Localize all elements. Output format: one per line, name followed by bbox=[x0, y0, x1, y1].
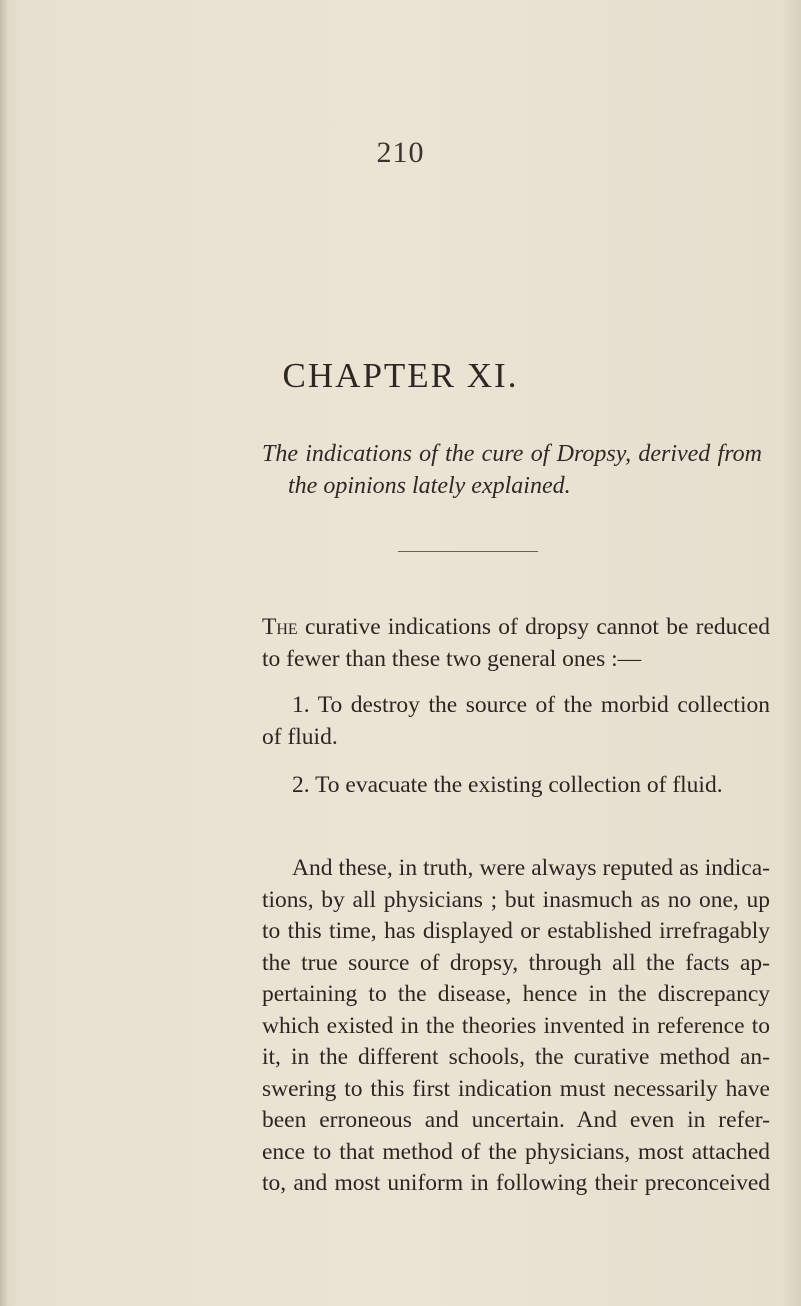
paragraph-line: swering to this first indication must necessarily have bbox=[262, 1075, 770, 1102]
section-divider bbox=[398, 551, 538, 552]
paragraph-line: to fewer than these two general ones :— bbox=[262, 645, 642, 672]
paragraph-line: it, in the different schools, the curative method an- bbox=[262, 1044, 770, 1070]
paragraph-line: pertaining to the disease, hence in the discrepancy bbox=[262, 981, 770, 1007]
paragraph-line: 2. To evacuate the existing collection of fluid. bbox=[292, 772, 723, 798]
subtitle-line: the opinions lately explained. bbox=[288, 473, 571, 499]
page-gutter-shadow bbox=[0, 0, 8, 1306]
paragraph-line: to, and most uniform in following their preconceived bbox=[262, 1170, 770, 1196]
paragraph-line: which existed in the theories invented in reference to bbox=[262, 1012, 770, 1039]
paragraph-line: the true source of dropsy, through all the facts ap- bbox=[262, 949, 770, 976]
paragraph-item-2 bbox=[262, 770, 770, 802]
paragraph-line: tions, by all physicians ; but inasmuch as no one, up bbox=[262, 886, 770, 913]
paragraph-intro bbox=[262, 612, 770, 675]
page-number: 210 bbox=[376, 136, 425, 169]
paragraph-line: to this time, has displayed or established irrefragably bbox=[262, 918, 770, 944]
paragraph-line bbox=[262, 612, 770, 644]
paragraph-line: been erroneous and uncertain. And even in refer- bbox=[262, 1107, 770, 1133]
paragraph-body bbox=[262, 853, 770, 1200]
paragraph-line: ence to that method of the physicians, most attached bbox=[262, 1138, 770, 1165]
paragraph-item-1 bbox=[262, 690, 770, 753]
paragraph-line: of fluid. bbox=[262, 723, 338, 750]
chapter-subtitle bbox=[262, 438, 762, 502]
paragraph-text: curative indications of dropsy cannot be reduced bbox=[304, 614, 771, 640]
lead-word: The bbox=[262, 614, 298, 640]
subtitle-line: The indications of the cure of Dropsy, derived from bbox=[262, 441, 762, 467]
paragraph-line: 1. To destroy the source of the morbid collection bbox=[292, 692, 770, 718]
paragraph-line: And these, in truth, were always reputed as indica- bbox=[292, 855, 770, 881]
chapter-title: CHAPTER XI. bbox=[282, 356, 519, 395]
